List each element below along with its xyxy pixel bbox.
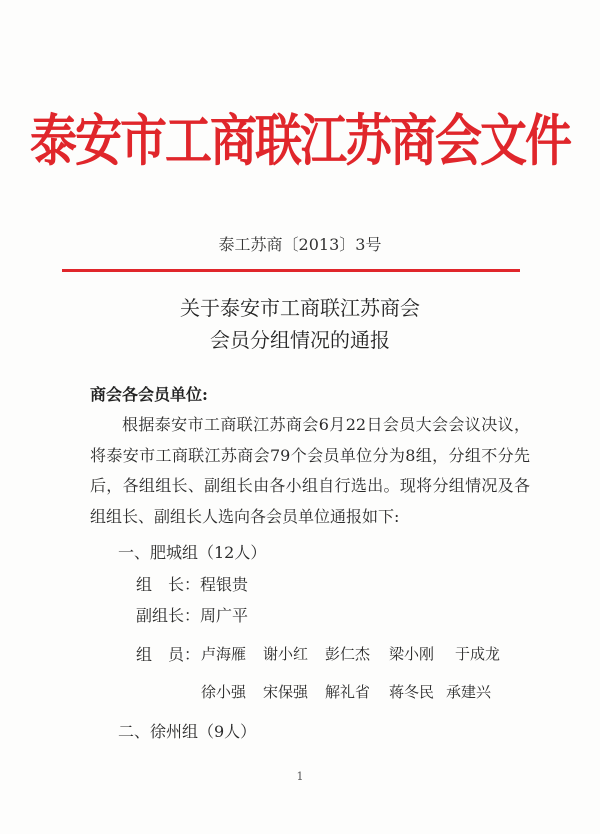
page-number: 1: [296, 770, 304, 783]
group-heading: 二、徐州组（9人）: [118, 722, 257, 741]
member-name: 徐小强: [201, 683, 247, 701]
member-name: 蒋冬民: [389, 683, 435, 701]
member-name: 承建兴: [446, 683, 492, 701]
member-name: 谢小红: [263, 645, 309, 663]
body-paragraph: 根据泰安市工商联江苏商会6月22日会员大会会议决议，将泰安市工商联江苏商会79个会员单位分为8组，分组不分先后，各组组长、副组长由各小组自行选出。现将分组情况及各组组长、副组长人选向各会员单位通报如下:: [90, 415, 530, 526]
group-heading: 一、肥城组（12人）: [118, 543, 267, 562]
notice-title-line-1: 关于泰安市工商联江苏商会: [180, 296, 420, 320]
red-divider-line: [62, 269, 520, 272]
notice-title: [0, 292, 600, 356]
leader-name: 程银贵: [200, 575, 249, 594]
deputy-name: 周广平: [200, 606, 249, 625]
member-name: 解礼省: [325, 683, 371, 701]
deputy-row: [136, 603, 248, 626]
deputy-label: 副组长：: [136, 606, 201, 625]
members-label: 组 员：: [136, 645, 201, 664]
leader-label: 组 长：: [136, 575, 201, 594]
document-number: 泰工苏商〔2013〕3号: [218, 235, 382, 254]
leader-row: [136, 572, 248, 595]
member-name: 于成龙: [455, 645, 501, 663]
member-name: 卢海雁: [201, 645, 247, 663]
notice-title-line-2: 会员分组情况的通报: [210, 328, 390, 352]
member-name: 梁小刚: [389, 645, 435, 663]
salutation: 商会各会员单位:: [90, 385, 208, 404]
member-name: 宋保强: [263, 683, 309, 701]
document-header-title: 泰安市工商联江苏商会文件: [30, 109, 570, 174]
member-name: 彭仁杰: [325, 645, 371, 663]
